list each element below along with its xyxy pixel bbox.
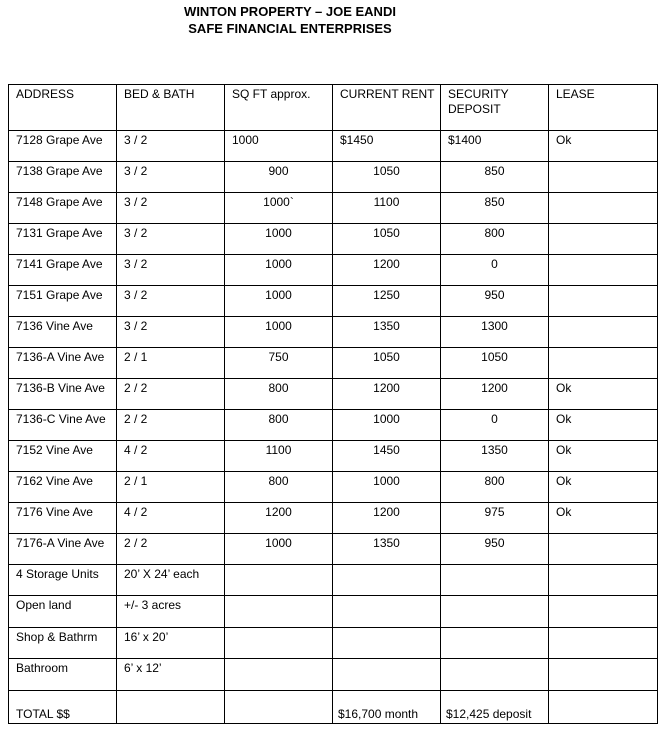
table-row xyxy=(9,348,658,379)
address-cell: 7136-C Vine Ave xyxy=(9,410,117,441)
rent-cell xyxy=(333,628,441,659)
table-row xyxy=(9,596,658,628)
bed-bath-cell: 20’ X 24’ each xyxy=(117,565,225,596)
sqft-cell: 900 xyxy=(225,162,333,193)
sqft-cell xyxy=(225,565,333,596)
sqft-cell: 750 xyxy=(225,348,333,379)
lease-cell xyxy=(549,628,658,659)
bed-bath-cell: +/- 3 acres xyxy=(117,596,225,628)
lease-cell xyxy=(549,255,658,286)
deposit-cell xyxy=(441,659,549,691)
deposit-cell: 975 xyxy=(441,503,549,534)
deposit-cell: 800 xyxy=(441,472,549,503)
sqft-cell: 1000 xyxy=(225,286,333,317)
table-row xyxy=(9,162,658,193)
rent-cell: 1100 xyxy=(333,193,441,224)
rent-cell: 1000 xyxy=(333,472,441,503)
address-cell: 7151 Grape Ave xyxy=(9,286,117,317)
address-cell: 4 Storage Units xyxy=(9,565,117,596)
rent-cell: 1050 xyxy=(333,162,441,193)
deposit-cell: 1300 xyxy=(441,317,549,348)
rent-cell xyxy=(333,596,441,628)
lease-cell xyxy=(549,317,658,348)
address-cell: 7136 Vine Ave xyxy=(9,317,117,348)
rent-cell xyxy=(333,659,441,691)
table-row xyxy=(9,628,658,659)
lease-cell xyxy=(549,224,658,255)
deposit-cell: 850 xyxy=(441,162,549,193)
sqft-cell: 1000 xyxy=(225,224,333,255)
bed-bath-cell: 3 / 2 xyxy=(117,131,225,162)
deposit-cell: 1200 xyxy=(441,379,549,410)
bed-bath-cell: 4 / 2 xyxy=(117,503,225,534)
header-sqft: SQ FT approx. xyxy=(225,85,333,131)
address-cell: 7131 Grape Ave xyxy=(9,224,117,255)
deposit-cell: 950 xyxy=(441,286,549,317)
bed-bath-cell: 3 / 2 xyxy=(117,255,225,286)
lease-cell: Ok xyxy=(549,379,658,410)
bed-bath-cell: 6’ x 12’ xyxy=(117,659,225,691)
bed-bath-cell: 2 / 2 xyxy=(117,410,225,441)
bed-bath-cell: 16’ x 20’ xyxy=(117,628,225,659)
rent-cell: 1350 xyxy=(333,317,441,348)
sqft-cell: 800 xyxy=(225,472,333,503)
rent-cell: 1200 xyxy=(333,379,441,410)
lease-cell xyxy=(549,162,658,193)
table-row xyxy=(9,224,658,255)
bed-bath-cell: 2 / 2 xyxy=(117,534,225,565)
address-cell: 7162 Vine Ave xyxy=(9,472,117,503)
rent-cell: 1000 xyxy=(333,410,441,441)
bed-bath-cell: 4 / 2 xyxy=(117,441,225,472)
header-row xyxy=(9,85,658,131)
table-row xyxy=(9,193,658,224)
address-cell: 7148 Grape Ave xyxy=(9,193,117,224)
table-row xyxy=(9,503,658,534)
sqft-cell: 1100 xyxy=(225,441,333,472)
sqft-cell: 1200 xyxy=(225,503,333,534)
table-row xyxy=(9,534,658,565)
header-deposit: SECURITY DEPOSIT xyxy=(441,85,549,131)
lease-cell xyxy=(549,534,658,565)
total-deposit: $12,425 deposit xyxy=(441,691,549,724)
lease-cell xyxy=(549,659,658,691)
deposit-cell: $1400 xyxy=(441,131,549,162)
address-cell: Open land xyxy=(9,596,117,628)
header-address: ADDRESS xyxy=(9,85,117,131)
sqft-cell xyxy=(225,659,333,691)
total-label: TOTAL $$ xyxy=(9,691,117,724)
address-cell: 7128 Grape Ave xyxy=(9,131,117,162)
lease-cell xyxy=(549,286,658,317)
sqft-cell: 800 xyxy=(225,379,333,410)
address-cell: Shop & Bathrm xyxy=(9,628,117,659)
address-cell: 7176-A Vine Ave xyxy=(9,534,117,565)
rent-cell: 1350 xyxy=(333,534,441,565)
lease-cell: Ok xyxy=(549,472,658,503)
bed-bath-cell: 3 / 2 xyxy=(117,162,225,193)
table-row xyxy=(9,410,658,441)
lease-cell: Ok xyxy=(549,410,658,441)
sqft-cell: 1000` xyxy=(225,193,333,224)
table-row xyxy=(9,472,658,503)
total-empty xyxy=(549,691,658,724)
rent-cell: $1450 xyxy=(333,131,441,162)
deposit-cell xyxy=(441,628,549,659)
bed-bath-cell: 3 / 2 xyxy=(117,224,225,255)
table-row xyxy=(9,441,658,472)
total-empty xyxy=(225,691,333,724)
bed-bath-cell: 3 / 2 xyxy=(117,193,225,224)
document-title: WINTON PROPERTY – JOE EANDI xyxy=(184,4,396,19)
address-cell: 7136-B Vine Ave xyxy=(9,379,117,410)
sqft-cell xyxy=(225,596,333,628)
lease-cell xyxy=(549,565,658,596)
address-cell: 7152 Vine Ave xyxy=(9,441,117,472)
lease-cell: Ok xyxy=(549,503,658,534)
bed-bath-cell: 2 / 2 xyxy=(117,379,225,410)
total-empty xyxy=(117,691,225,724)
deposit-cell: 0 xyxy=(441,255,549,286)
bed-bath-cell: 2 / 1 xyxy=(117,472,225,503)
deposit-cell xyxy=(441,565,549,596)
table-row xyxy=(9,379,658,410)
rent-cell: 1200 xyxy=(333,503,441,534)
sqft-cell: 1000 xyxy=(225,255,333,286)
table-row xyxy=(9,317,658,348)
address-cell: 7141 Grape Ave xyxy=(9,255,117,286)
deposit-cell: 1050 xyxy=(441,348,549,379)
rent-cell xyxy=(333,565,441,596)
deposit-cell: 850 xyxy=(441,193,549,224)
deposit-cell: 950 xyxy=(441,534,549,565)
header-rent: CURRENT RENT xyxy=(333,85,441,131)
address-cell: Bathroom xyxy=(9,659,117,691)
deposit-cell xyxy=(441,596,549,628)
deposit-cell: 800 xyxy=(441,224,549,255)
bed-bath-cell: 2 / 1 xyxy=(117,348,225,379)
rent-cell: 1250 xyxy=(333,286,441,317)
deposit-cell: 0 xyxy=(441,410,549,441)
bed-bath-cell: 3 / 2 xyxy=(117,286,225,317)
rent-cell: 1200 xyxy=(333,255,441,286)
rent-cell: 1050 xyxy=(333,224,441,255)
lease-cell xyxy=(549,596,658,628)
header-bed-bath: BED & BATH xyxy=(117,85,225,131)
address-cell: 7176 Vine Ave xyxy=(9,503,117,534)
table-row xyxy=(9,131,658,162)
sqft-cell: 1000 xyxy=(225,317,333,348)
sqft-cell: 800 xyxy=(225,410,333,441)
total-rent: $16,700 month xyxy=(333,691,441,724)
sqft-cell: 1000 xyxy=(225,131,333,162)
bed-bath-cell: 3 / 2 xyxy=(117,317,225,348)
lease-cell: Ok xyxy=(549,131,658,162)
table-row xyxy=(9,286,658,317)
lease-cell xyxy=(549,348,658,379)
property-table xyxy=(8,84,658,724)
sqft-cell: 1000 xyxy=(225,534,333,565)
address-cell: 7136-A Vine Ave xyxy=(9,348,117,379)
total-row xyxy=(9,691,658,724)
deposit-cell: 1350 xyxy=(441,441,549,472)
sqft-cell xyxy=(225,628,333,659)
lease-cell: Ok xyxy=(549,441,658,472)
table-row xyxy=(9,255,658,286)
rent-cell: 1050 xyxy=(333,348,441,379)
lease-cell xyxy=(549,193,658,224)
table-row xyxy=(9,659,658,691)
header-lease: LEASE xyxy=(549,85,658,131)
address-cell: 7138 Grape Ave xyxy=(9,162,117,193)
table-row xyxy=(9,565,658,596)
rent-cell: 1450 xyxy=(333,441,441,472)
document-subtitle: SAFE FINANCIAL ENTERPRISES xyxy=(188,21,392,36)
